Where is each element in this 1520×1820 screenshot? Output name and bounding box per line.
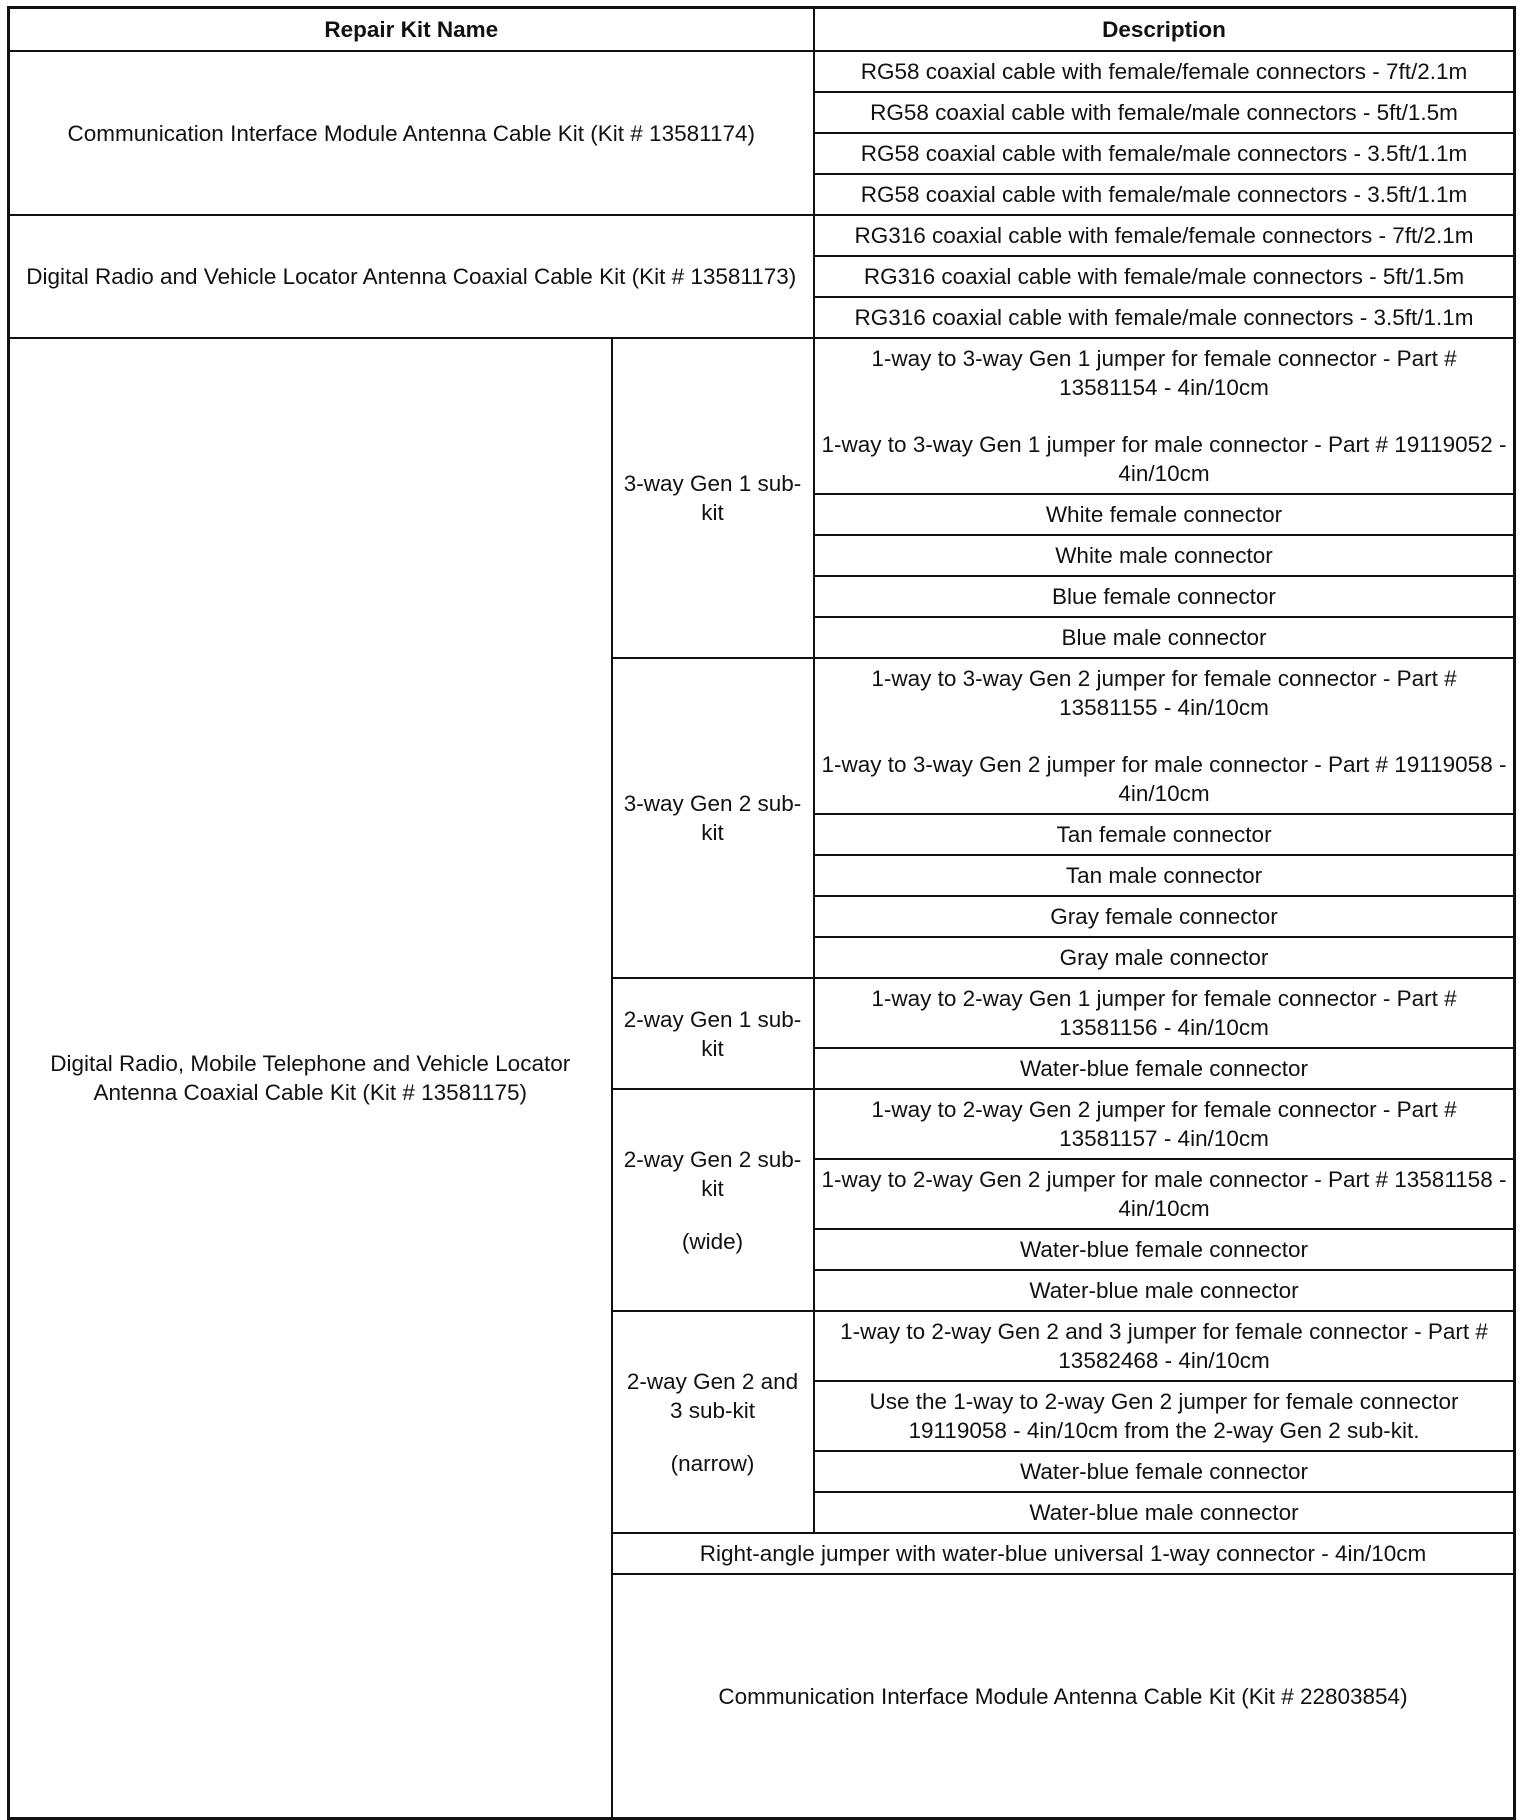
- description-cell: Use the 1-way to 2-way Gen 2 jumper for female connector 19119058 - 4in/10cm from the 2-way Gen 2 sub-kit.: [814, 1381, 1515, 1451]
- subkit-2way-gen1: 2-way Gen 1 sub-kit: [612, 978, 814, 1089]
- description-cell: Tan female connector: [814, 814, 1515, 855]
- description-cell: 1-way to 2-way Gen 2 jumper for female connector - Part # 13581157 - 4in/10cm: [814, 1089, 1515, 1159]
- description-cell: [814, 338, 1515, 494]
- kit-name-13581174: Communication Interface Module Antenna Cable Kit (Kit # 13581174): [9, 51, 814, 215]
- repair-kit-table-container: [7, 6, 1516, 1820]
- description-cell: Blue female connector: [814, 576, 1515, 617]
- description-cell: Tan male connector: [814, 855, 1515, 896]
- subkit-name: 2-way Gen 2 and 3 sub-kit: [626, 1368, 799, 1423]
- description-cell: Blue male connector: [814, 617, 1515, 658]
- kit-name-13581175: Digital Radio, Mobile Telephone and Vehicle Locator Antenna Coaxial Cable Kit (Kit # 13581175): [9, 338, 612, 1819]
- description-cell: Water-blue male connector: [814, 1270, 1515, 1311]
- description-cell: 1-way to 2-way Gen 1 jumper for female connector - Part # 13581156 - 4in/10cm: [814, 978, 1515, 1048]
- description-cell: RG316 coaxial cable with female/male connectors - 3.5ft/1.1m: [814, 297, 1515, 338]
- description-cell: RG58 coaxial cable with female/male connectors - 5ft/1.5m: [814, 92, 1515, 133]
- description-cell: White female connector: [814, 494, 1515, 535]
- description-cell: Water-blue female connector: [814, 1048, 1515, 1089]
- description-cell: White male connector: [814, 535, 1515, 576]
- description-cell: RG58 coaxial cable with female/female connectors - 7ft/2.1m: [814, 51, 1515, 92]
- jumper-male-text: 1-way to 3-way Gen 1 jumper for male connector - Part # 19119052 - 4in/10cm: [821, 432, 1507, 486]
- table-row: [9, 51, 1515, 92]
- subkit-note: (wide): [681, 1228, 744, 1254]
- header-description: Description: [814, 8, 1515, 52]
- description-cell: Water-blue female connector: [814, 1229, 1515, 1270]
- description-cell: RG316 coaxial cable with female/male connectors - 5ft/1.5m: [814, 256, 1515, 297]
- table-row: [9, 215, 1515, 256]
- kit-name-13581173: Digital Radio and Vehicle Locator Antenna Coaxial Cable Kit (Kit # 13581173): [9, 215, 814, 338]
- subkit-3way-gen1: 3-way Gen 1 sub-kit: [612, 338, 814, 658]
- subkit-name: 2-way Gen 2 sub-kit: [623, 1146, 802, 1201]
- jumper-female-text: 1-way to 3-way Gen 1 jumper for female connector - Part # 13581154 - 4in/10cm: [871, 346, 1457, 400]
- description-cell: Gray male connector: [814, 937, 1515, 978]
- description-cell: Water-blue male connector: [814, 1492, 1515, 1533]
- table-row: [9, 338, 1515, 494]
- description-cell: [814, 658, 1515, 814]
- description-cell: RG316 coaxial cable with female/female connectors - 7ft/2.1m: [814, 215, 1515, 256]
- jumper-female-text: 1-way to 3-way Gen 2 jumper for female connector - Part # 13581155 - 4in/10cm: [871, 666, 1457, 720]
- description-cell: RG58 coaxial cable with female/male connectors - 3.5ft/1.1m: [814, 174, 1515, 215]
- description-cell: 1-way to 2-way Gen 2 and 3 jumper for female connector - Part # 13582468 - 4in/10cm: [814, 1311, 1515, 1381]
- repair-kit-table: [7, 6, 1516, 1820]
- subkit-2way-gen2-and-3: [612, 1311, 814, 1533]
- description-cell: Water-blue female connector: [814, 1451, 1515, 1492]
- subkit-2way-gen2: [612, 1089, 814, 1311]
- description-cell: 1-way to 2-way Gen 2 jumper for male connector - Part # 13581158 - 4in/10cm: [814, 1159, 1515, 1229]
- description-cell: RG58 coaxial cable with female/male connectors - 3.5ft/1.1m: [814, 133, 1515, 174]
- description-cell: Gray female connector: [814, 896, 1515, 937]
- subkit-note: (narrow): [670, 1450, 755, 1476]
- right-angle-jumper-cell: Right-angle jumper with water-blue universal 1-way connector - 4in/10cm: [612, 1533, 1515, 1574]
- kit-name-22803854: Communication Interface Module Antenna Cable Kit (Kit # 22803854): [612, 1574, 1515, 1819]
- subkit-3way-gen2: 3-way Gen 2 sub-kit: [612, 658, 814, 978]
- header-row: [9, 8, 1515, 52]
- jumper-male-text: 1-way to 3-way Gen 2 jumper for male connector - Part # 19119058 - 4in/10cm: [821, 752, 1507, 806]
- header-kit-name: Repair Kit Name: [9, 8, 814, 52]
